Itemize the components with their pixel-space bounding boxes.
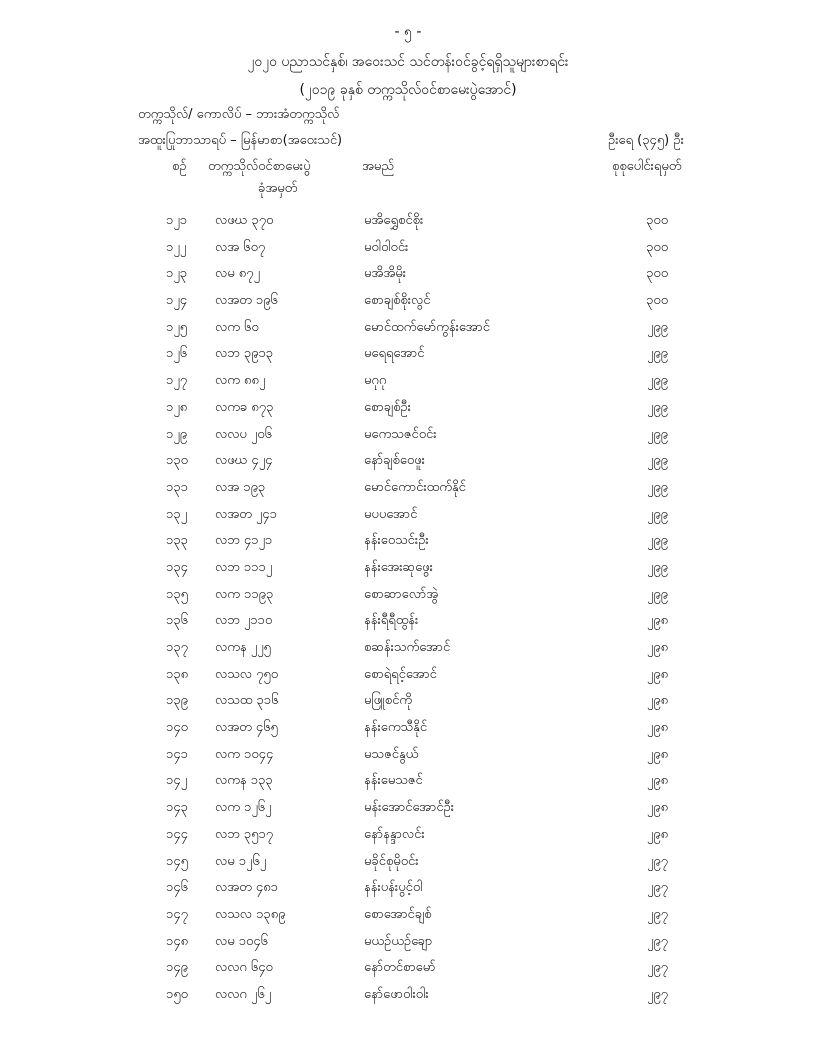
roll-number: လက ၆၀ (215, 319, 259, 335)
row-number: ၁၃၃ (166, 533, 188, 549)
roll-number: လလဂ ၂၆၂ (215, 986, 272, 1002)
roll-number: လဘ ၄၁၂၁ (215, 533, 273, 549)
total-marks: ၂၉၈ (646, 640, 668, 655)
university-label: တက္ကသိုလ်/ ကောလိပ် – ဘားအံတက္ကသိုလ် (138, 107, 340, 122)
total-marks: ၂၉၇ (646, 960, 668, 976)
total-marks: ၂၉၈ (646, 613, 668, 629)
row-number: ၁၂၆ (166, 346, 188, 362)
student-name: မအိအိမိုး (364, 266, 407, 282)
student-name: နန်းမေသဇင် (364, 773, 423, 789)
row-number: ၁၅၀ (166, 986, 188, 1002)
row-number: ၁၃၅ (166, 586, 188, 602)
student-name: မောင်ကောင်းထက်နိုင် (364, 479, 466, 495)
student-name: မခိုင်စုမိုဝင်း (364, 853, 419, 869)
student-name: မအိရွှေစင်စိုး (364, 213, 424, 228)
roll-number: လမ ၈၇၂ (215, 266, 260, 282)
row-number: ၁၂၃ (166, 266, 188, 282)
page-number: - ၅ - (394, 24, 422, 40)
total-marks: ၂၉၉ (646, 533, 668, 549)
row-number: ၁၂၅ (166, 319, 188, 335)
row-number: ၁၄၅ (166, 853, 188, 869)
total-marks: ၃၀၀ (646, 213, 668, 228)
table-row (0, 342, 816, 369)
student-name: မောင်ထက်မော်ကွန်းအောင် (364, 319, 490, 335)
document-subtitle: (၂၀၁၉ ခုနှစ် တက္ကသိုလ်ဝင်စာမေးပွဲအောင်) (299, 82, 517, 98)
roll-number: လသလ ၁၃၈၉ (215, 906, 286, 922)
table-row (0, 583, 816, 610)
table-row (0, 262, 816, 289)
roll-number: လဘ ၁၁၁၂ (215, 559, 273, 575)
student-name: နန်းပန်းပွင့်ဝါ (364, 880, 423, 896)
student-name: နော်ချစ်ဝေဖူး (364, 453, 425, 469)
student-name: နန်းအေးဆုဖွေး (364, 559, 433, 575)
student-name: နော်ဖောဝါးဝါး (364, 986, 429, 1002)
table-row (0, 689, 816, 716)
roll-number: လသထ ၃၁၆ (215, 693, 279, 709)
table-row (0, 556, 816, 583)
table-row (0, 316, 816, 343)
row-number: ၁၂၁ (166, 213, 188, 228)
total-count-label: ဦးရေ (၃၄၅) ဦး (608, 133, 684, 148)
roll-number: လက ၁၀၄၄ (215, 746, 274, 762)
row-number: ၁၃၉ (166, 693, 188, 709)
student-name: နော်တင်စာမော် (364, 960, 436, 976)
table-row (0, 396, 816, 423)
results-list (0, 209, 816, 1010)
student-name: မရေရအောင် (364, 346, 425, 362)
total-marks: ၂၉၉ (646, 399, 668, 415)
total-marks: ၃၀၀ (646, 266, 668, 282)
row-number: ၁၄၀ (166, 720, 188, 736)
total-marks: ၂၉၉ (646, 319, 668, 335)
row-number: ၁၄၆ (166, 880, 188, 896)
row-number: ၁၃၇ (166, 640, 188, 655)
roll-number: လဘ ၃၅၁၇ (215, 826, 274, 842)
roll-number: လမ ၁၀၄၆ (215, 933, 268, 949)
row-number: ၁၄၄ (166, 826, 188, 842)
student-name: မန်းအောင်အောင်ဦး (364, 800, 455, 816)
roll-number: လအတ ၂၄၁ (215, 506, 277, 522)
total-marks: ၃၀၀ (646, 293, 668, 309)
table-row (0, 903, 816, 930)
roll-number: လကခ ၈၇၃ (215, 399, 274, 415)
column-header-roll: တက္ကသိုလ်ဝင်စာမေးပွဲ (208, 159, 311, 174)
total-marks: ၂၉၇ (646, 933, 668, 949)
table-row (0, 289, 816, 316)
roll-number: လက ၁၂၆၂ (215, 800, 272, 816)
row-number: ၁၄၁ (166, 746, 188, 762)
roll-number: လလဂ ၆၄၀ (215, 960, 273, 976)
student-name: စောရဲရင့်အောင် (364, 666, 437, 682)
student-name: နန်းကေသီနိုင် (364, 720, 428, 736)
table-row (0, 236, 816, 263)
total-marks: ၂၉၉ (646, 586, 668, 602)
total-marks: ၂၉၈ (646, 826, 668, 842)
table-row (0, 529, 816, 556)
roll-number: လအတ ၁၉၆ (215, 293, 278, 309)
student-name: မယဉ်ယဉ်ချော (364, 933, 433, 949)
row-number: ၁၄၂ (166, 773, 188, 789)
column-header-roll-line2: ခုံအမှတ် (258, 181, 298, 196)
student-name: စောအောင်ချစ် (364, 906, 432, 922)
total-marks: ၂၉၉ (646, 373, 668, 389)
row-number: ၁၄၈ (166, 933, 189, 949)
row-number: ၁၄၃ (166, 800, 188, 816)
table-row (0, 930, 816, 957)
row-number: ၁၃၆ (166, 613, 188, 629)
total-marks: ၂၉၉ (646, 506, 668, 522)
student-name: မပပအောင် (364, 506, 418, 522)
table-row (0, 769, 816, 796)
table-row (0, 609, 816, 636)
roll-number: လအ ၆၀၇ (215, 239, 266, 255)
row-number: ၁၄၇ (166, 906, 188, 922)
table-row (0, 850, 816, 877)
row-number: ၁၄၉ (166, 960, 188, 976)
student-name: စဆန်းသက်အောင် (364, 640, 451, 655)
row-number: ၁၃၄ (166, 559, 188, 575)
total-marks: ၂၉၉ (646, 479, 668, 495)
table-row (0, 503, 816, 530)
row-number: ၁၂၂ (166, 239, 187, 255)
roll-number: လအတ ၄၈၁ (215, 880, 278, 896)
column-header-no: စဉ် (172, 159, 187, 174)
row-number: ၁၂၈ (166, 399, 188, 415)
roll-number: လဖဃ ၄၂၄ (215, 453, 273, 469)
student-name: မဝါဝါဝင်း (364, 239, 409, 255)
total-marks: ၂၉၉ (646, 426, 668, 442)
row-number: ၁၃၀ (166, 453, 188, 469)
table-row (0, 663, 816, 690)
row-number: ၁၂၉ (166, 426, 188, 442)
student-name: မဂုဂု (364, 373, 387, 389)
roll-number: လသလ ၇၅၀ (215, 666, 279, 682)
table-row (0, 449, 816, 476)
total-marks: ၃၀၀ (646, 239, 668, 255)
roll-number: လကန ၁၃၃ (215, 773, 273, 789)
table-row (0, 423, 816, 450)
table-row (0, 716, 816, 743)
roll-number: လမ ၁၂၆၂ (215, 853, 267, 869)
total-marks: ၂၉၇ (646, 880, 668, 896)
total-marks: ၂၉၉ (646, 559, 668, 575)
row-number: ၁၃၂ (166, 506, 188, 522)
table-row (0, 983, 816, 1010)
total-marks: ၂၉၇ (646, 906, 668, 922)
roll-number: လက ၁၁၉၃ (215, 586, 274, 602)
roll-number: လအ ၁၉၃ (215, 479, 266, 495)
total-marks: ၂၉၈ (646, 693, 668, 709)
student-name: မသဇင်နွယ် (364, 746, 419, 762)
total-marks: ၂၉၈ (646, 773, 668, 789)
student-name: မကေသဇင်ဝင်း (364, 426, 437, 442)
total-marks: ၂၉၈ (646, 720, 668, 736)
student-name: နန်းရီရီထွန်း (364, 613, 419, 629)
roll-number: လဘ ၃၉၁၃ (215, 346, 274, 362)
table-row (0, 369, 816, 396)
document-title: ၂၀၂၀ ပညာသင်နှစ်၊ အဝေးသင် သင်တန်းဝင်ခွင့်ရရှိသူများစာရင်း (247, 54, 569, 70)
total-marks: ၂၉၈ (646, 746, 668, 762)
total-marks: ၂၉၈ (646, 666, 668, 682)
column-header-marks: စုစုပေါင်းရမှတ် (612, 159, 682, 174)
student-name: စောချစ်စိုးလွင် (364, 293, 431, 309)
row-number: ၁၃၈ (166, 666, 189, 682)
roll-number: လက ၈၈၂ (215, 373, 266, 389)
total-marks: ၂၉၉ (646, 346, 668, 362)
table-row (0, 823, 816, 850)
total-marks: ၂၉၈ (646, 800, 668, 816)
total-marks: ၂၉၇ (646, 986, 668, 1002)
roll-number: လအတ ၄၆၅ (215, 720, 278, 736)
department-label: အထူးပြုဘာသာရပ် – မြန်မာစာ(အဝေးသင်) (138, 133, 343, 148)
table-row (0, 636, 816, 663)
table-row (0, 743, 816, 770)
student-name: နန်းဝေသင်းဦး (364, 533, 429, 549)
table-row (0, 796, 816, 823)
student-name: စောချစ်ဦး (364, 399, 411, 415)
column-header-name: အမည် (362, 159, 394, 174)
row-number: ၁၂၇ (166, 373, 188, 389)
table-row (0, 209, 816, 236)
roll-number: လဘ ၂၁၁၀ (215, 613, 273, 629)
row-number: ၁၃၁ (166, 479, 188, 495)
roll-number: လကန ၂၂၅ (215, 640, 271, 655)
total-marks: ၂၉၇ (646, 853, 668, 869)
student-name: စောဆာလော်အွဲ (364, 586, 439, 602)
roll-number: လလပ ၂၀၆ (215, 426, 272, 442)
table-row (0, 956, 816, 983)
table-row (0, 476, 816, 503)
row-number: ၁၂၄ (166, 293, 188, 309)
table-row (0, 876, 816, 903)
total-marks: ၂၉၉ (646, 453, 668, 469)
student-name: နော်နန္ဒာလင်း (364, 826, 425, 842)
student-name: မဖြူစင်ကို (364, 693, 413, 709)
roll-number: လဖဃ ၃၇၀ (215, 213, 274, 228)
